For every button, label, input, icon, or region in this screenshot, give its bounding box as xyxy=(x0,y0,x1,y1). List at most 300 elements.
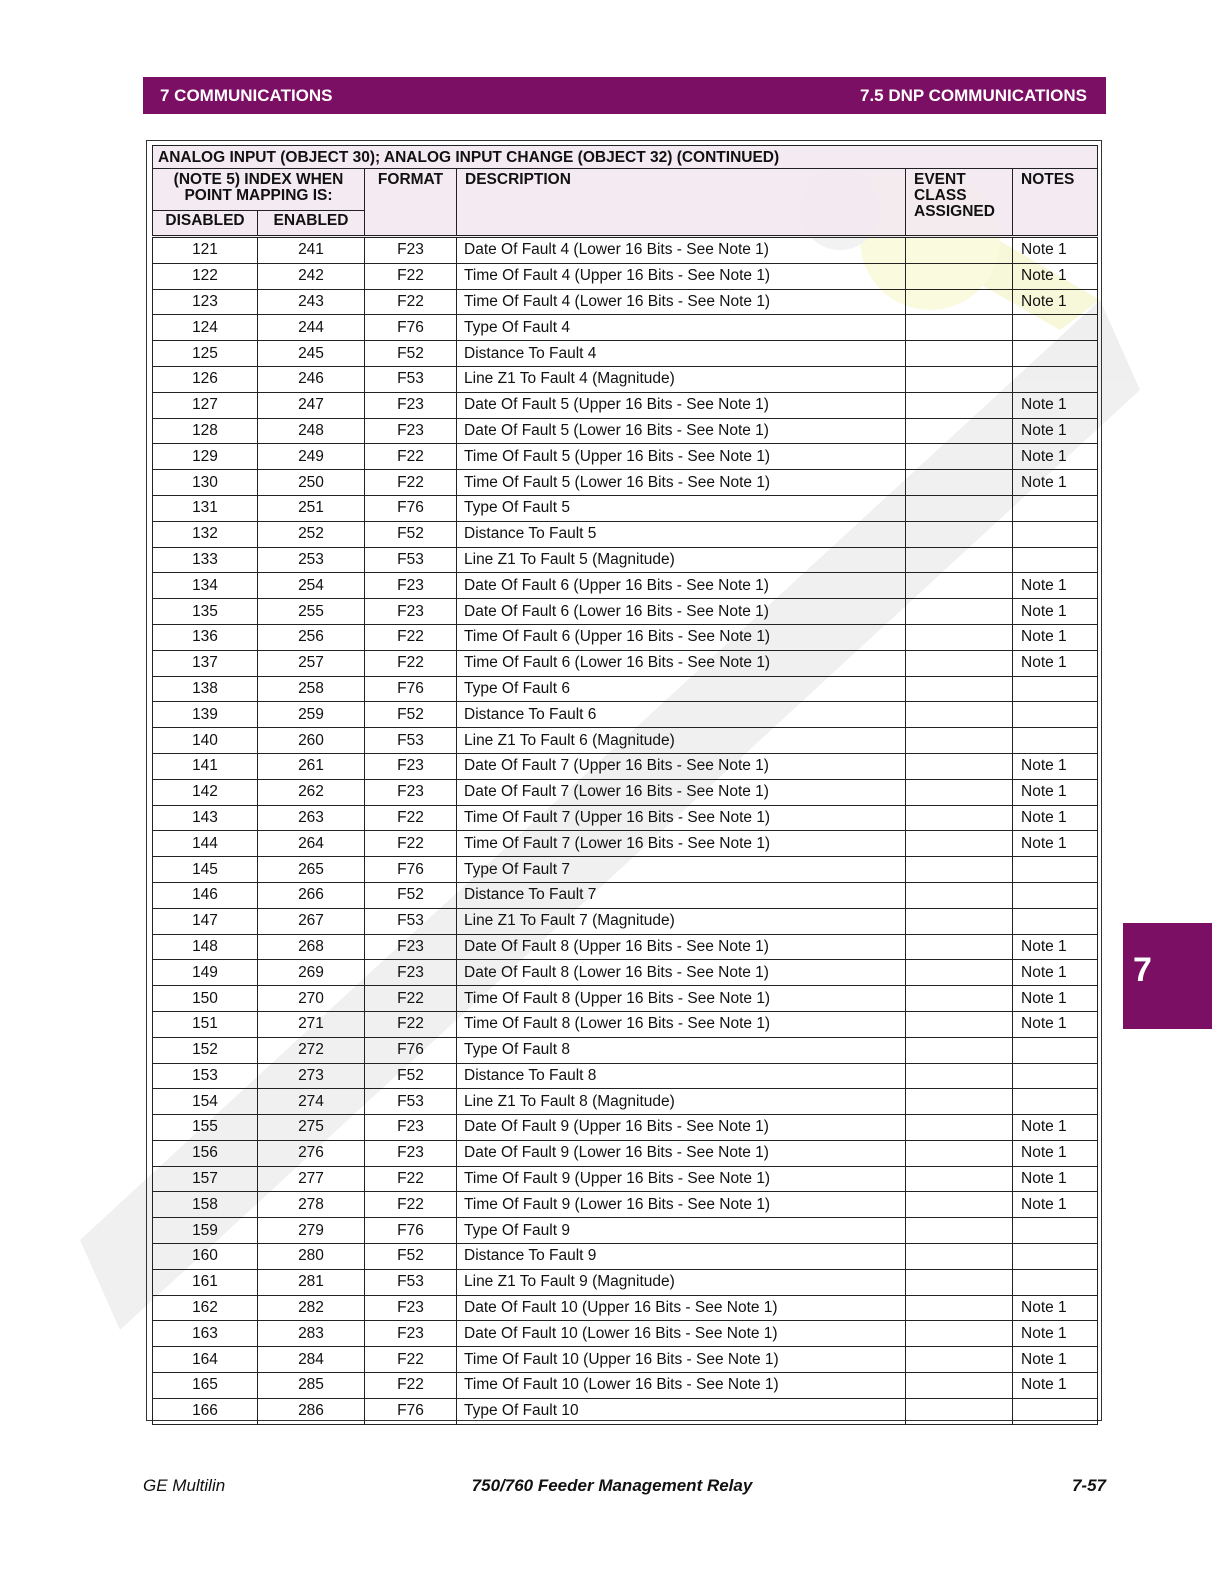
enabled-index-cell: 286 xyxy=(258,1398,365,1424)
disabled-index-cell: 160 xyxy=(153,1244,258,1270)
index-group-header: (NOTE 5) INDEX WHEN POINT MAPPING IS: xyxy=(153,169,365,211)
event-class-cell xyxy=(906,1347,1013,1373)
format-cell: F22 xyxy=(365,624,457,650)
notes-cell: Note 1 xyxy=(1013,753,1098,779)
notes-cell: Note 1 xyxy=(1013,444,1098,470)
event-class-cell xyxy=(906,779,1013,805)
table-title: ANALOG INPUT (OBJECT 30); ANALOG INPUT CHANGE (OBJECT 32) (CONTINUED) xyxy=(153,146,1098,169)
disabled-index-cell: 152 xyxy=(153,1037,258,1063)
event-class-cell xyxy=(906,1063,1013,1089)
enabled-index-cell: 260 xyxy=(258,728,365,754)
format-cell: F76 xyxy=(365,676,457,702)
format-cell: F22 xyxy=(365,470,457,496)
enabled-index-cell: 250 xyxy=(258,470,365,496)
enabled-index-cell: 253 xyxy=(258,547,365,573)
notes-cell xyxy=(1013,366,1098,392)
event-class-cell xyxy=(906,1011,1013,1037)
disabled-index-cell: 130 xyxy=(153,470,258,496)
notes-cell: Note 1 xyxy=(1013,289,1098,315)
format-cell: F22 xyxy=(365,1347,457,1373)
description-cell: Time Of Fault 6 (Lower 16 Bits - See Note 1) xyxy=(457,650,906,676)
format-cell: F22 xyxy=(365,1011,457,1037)
table-row xyxy=(153,1373,1098,1399)
table-row xyxy=(153,1398,1098,1424)
event-class-header: EVENT CLASS ASSIGNED xyxy=(906,169,1013,237)
event-class-cell xyxy=(906,444,1013,470)
event-class-cell xyxy=(906,1218,1013,1244)
disabled-index-cell: 123 xyxy=(153,289,258,315)
table-row xyxy=(153,728,1098,754)
table-row xyxy=(153,831,1098,857)
table-row xyxy=(153,1218,1098,1244)
disabled-index-cell: 137 xyxy=(153,650,258,676)
format-cell: F53 xyxy=(365,1089,457,1115)
enabled-index-cell: 278 xyxy=(258,1192,365,1218)
description-cell: Date Of Fault 6 (Upper 16 Bits - See Note 1) xyxy=(457,573,906,599)
table-row xyxy=(153,1011,1098,1037)
table-row xyxy=(153,779,1098,805)
description-cell: Type Of Fault 9 xyxy=(457,1218,906,1244)
enabled-index-cell: 276 xyxy=(258,1140,365,1166)
footer-page-number: 7-57 xyxy=(1071,1476,1106,1495)
enabled-index-cell: 267 xyxy=(258,908,365,934)
disabled-index-cell: 125 xyxy=(153,341,258,367)
description-cell: Time Of Fault 8 (Lower 16 Bits - See Note 1) xyxy=(457,1011,906,1037)
disabled-index-cell: 135 xyxy=(153,599,258,625)
event-class-cell xyxy=(906,1089,1013,1115)
description-cell: Time Of Fault 5 (Upper 16 Bits - See Note 1) xyxy=(457,444,906,470)
disabled-index-cell: 159 xyxy=(153,1218,258,1244)
enabled-index-cell: 244 xyxy=(258,315,365,341)
enabled-index-cell: 243 xyxy=(258,289,365,315)
chapter-title: 7 COMMUNICATIONS xyxy=(160,86,333,105)
enabled-index-cell: 255 xyxy=(258,599,365,625)
format-cell: F52 xyxy=(365,882,457,908)
disabled-index-cell: 158 xyxy=(153,1192,258,1218)
event-class-cell xyxy=(906,857,1013,883)
table-row xyxy=(153,521,1098,547)
format-cell: F52 xyxy=(365,521,457,547)
description-cell: Type Of Fault 10 xyxy=(457,1398,906,1424)
format-cell: F22 xyxy=(365,986,457,1012)
description-cell: Type Of Fault 8 xyxy=(457,1037,906,1063)
format-cell: F53 xyxy=(365,1269,457,1295)
enabled-index-cell: 264 xyxy=(258,831,365,857)
format-cell: F23 xyxy=(365,753,457,779)
event-class-cell xyxy=(906,908,1013,934)
notes-cell: Note 1 xyxy=(1013,986,1098,1012)
notes-cell xyxy=(1013,521,1098,547)
format-cell: F76 xyxy=(365,1218,457,1244)
enabled-index-cell: 262 xyxy=(258,779,365,805)
table-row xyxy=(153,1166,1098,1192)
notes-cell: Note 1 xyxy=(1013,599,1098,625)
table-row xyxy=(153,263,1098,289)
description-cell: Distance To Fault 6 xyxy=(457,702,906,728)
enabled-index-cell: 280 xyxy=(258,1244,365,1270)
event-class-cell xyxy=(906,986,1013,1012)
notes-cell: Note 1 xyxy=(1013,1347,1098,1373)
event-class-cell xyxy=(906,599,1013,625)
format-cell: F22 xyxy=(365,1192,457,1218)
disabled-index-cell: 157 xyxy=(153,1166,258,1192)
table-row xyxy=(153,624,1098,650)
disabled-index-cell: 129 xyxy=(153,444,258,470)
notes-cell xyxy=(1013,1398,1098,1424)
format-cell: F53 xyxy=(365,728,457,754)
event-class-cell xyxy=(906,237,1013,264)
description-cell: Line Z1 To Fault 9 (Magnitude) xyxy=(457,1269,906,1295)
format-cell: F22 xyxy=(365,263,457,289)
disabled-index-cell: 147 xyxy=(153,908,258,934)
event-class-cell xyxy=(906,1321,1013,1347)
notes-cell: Note 1 xyxy=(1013,470,1098,496)
table-row xyxy=(153,676,1098,702)
disabled-index-cell: 153 xyxy=(153,1063,258,1089)
table-row xyxy=(153,934,1098,960)
table-row xyxy=(153,1347,1098,1373)
event-class-cell xyxy=(906,495,1013,521)
disabled-index-cell: 150 xyxy=(153,986,258,1012)
table-frame xyxy=(146,140,1102,1421)
description-cell: Time Of Fault 7 (Lower 16 Bits - See Note 1) xyxy=(457,831,906,857)
description-cell: Time Of Fault 4 (Lower 16 Bits - See Note 1) xyxy=(457,289,906,315)
notes-cell xyxy=(1013,495,1098,521)
disabled-index-cell: 146 xyxy=(153,882,258,908)
format-cell: F22 xyxy=(365,650,457,676)
table-row xyxy=(153,1269,1098,1295)
format-cell: F23 xyxy=(365,779,457,805)
notes-cell xyxy=(1013,315,1098,341)
table-row xyxy=(153,753,1098,779)
enabled-header: ENABLED xyxy=(258,211,365,237)
table-row xyxy=(153,857,1098,883)
event-class-cell xyxy=(906,289,1013,315)
description-cell: Distance To Fault 5 xyxy=(457,521,906,547)
notes-cell xyxy=(1013,1089,1098,1115)
table-row xyxy=(153,986,1098,1012)
table-row xyxy=(153,882,1098,908)
disabled-index-cell: 136 xyxy=(153,624,258,650)
event-class-cell xyxy=(906,650,1013,676)
table-row xyxy=(153,599,1098,625)
disabled-index-cell: 131 xyxy=(153,495,258,521)
table-row xyxy=(153,470,1098,496)
disabled-index-cell: 124 xyxy=(153,315,258,341)
footer-company: GE Multilin xyxy=(143,1476,226,1495)
notes-cell xyxy=(1013,728,1098,754)
event-class-cell xyxy=(906,1140,1013,1166)
format-cell: F52 xyxy=(365,1244,457,1270)
event-class-cell xyxy=(906,418,1013,444)
notes-cell: Note 1 xyxy=(1013,805,1098,831)
description-cell: Type Of Fault 5 xyxy=(457,495,906,521)
table-row xyxy=(153,237,1098,264)
format-cell: F22 xyxy=(365,1373,457,1399)
table-row xyxy=(153,444,1098,470)
disabled-index-cell: 166 xyxy=(153,1398,258,1424)
enabled-index-cell: 284 xyxy=(258,1347,365,1373)
notes-header: NOTES xyxy=(1013,169,1098,237)
notes-cell: Note 1 xyxy=(1013,1166,1098,1192)
description-cell: Line Z1 To Fault 7 (Magnitude) xyxy=(457,908,906,934)
description-cell: Date Of Fault 8 (Upper 16 Bits - See Note 1) xyxy=(457,934,906,960)
table-row xyxy=(153,1140,1098,1166)
notes-cell xyxy=(1013,1244,1098,1270)
description-cell: Date Of Fault 7 (Lower 16 Bits - See Note 1) xyxy=(457,779,906,805)
event-class-cell xyxy=(906,547,1013,573)
event-class-cell xyxy=(906,470,1013,496)
format-cell: F22 xyxy=(365,831,457,857)
table-row xyxy=(153,1063,1098,1089)
notes-cell xyxy=(1013,547,1098,573)
table-row xyxy=(153,289,1098,315)
disabled-index-cell: 148 xyxy=(153,934,258,960)
notes-cell xyxy=(1013,908,1098,934)
description-cell: Distance To Fault 9 xyxy=(457,1244,906,1270)
description-cell: Date Of Fault 8 (Lower 16 Bits - See Note 1) xyxy=(457,960,906,986)
enabled-index-cell: 274 xyxy=(258,1089,365,1115)
description-cell: Date Of Fault 4 (Lower 16 Bits - See Note 1) xyxy=(457,237,906,264)
table-row xyxy=(153,392,1098,418)
table-row xyxy=(153,1037,1098,1063)
notes-cell: Note 1 xyxy=(1013,1295,1098,1321)
disabled-index-cell: 127 xyxy=(153,392,258,418)
section-header-bar xyxy=(143,77,1106,114)
event-class-cell xyxy=(906,366,1013,392)
enabled-index-cell: 283 xyxy=(258,1321,365,1347)
event-class-cell xyxy=(906,728,1013,754)
description-cell: Time Of Fault 6 (Upper 16 Bits - See Note 1) xyxy=(457,624,906,650)
notes-cell xyxy=(1013,1269,1098,1295)
event-class-cell xyxy=(906,392,1013,418)
event-class-cell xyxy=(906,831,1013,857)
enabled-index-cell: 277 xyxy=(258,1166,365,1192)
disabled-index-cell: 141 xyxy=(153,753,258,779)
notes-cell: Note 1 xyxy=(1013,831,1098,857)
format-cell: F23 xyxy=(365,573,457,599)
notes-cell xyxy=(1013,341,1098,367)
event-class-cell xyxy=(906,934,1013,960)
enabled-index-cell: 245 xyxy=(258,341,365,367)
event-class-cell xyxy=(906,1115,1013,1141)
analog-input-table xyxy=(152,145,1098,1425)
description-cell: Line Z1 To Fault 6 (Magnitude) xyxy=(457,728,906,754)
description-cell: Time Of Fault 4 (Upper 16 Bits - See Note 1) xyxy=(457,263,906,289)
table-row xyxy=(153,1089,1098,1115)
disabled-index-cell: 126 xyxy=(153,366,258,392)
notes-cell: Note 1 xyxy=(1013,1321,1098,1347)
disabled-index-cell: 154 xyxy=(153,1089,258,1115)
event-class-cell xyxy=(906,573,1013,599)
description-cell: Date Of Fault 10 (Upper 16 Bits - See Note 1) xyxy=(457,1295,906,1321)
disabled-index-cell: 132 xyxy=(153,521,258,547)
format-cell: F22 xyxy=(365,444,457,470)
table-row xyxy=(153,495,1098,521)
table-row xyxy=(153,1192,1098,1218)
format-cell: F23 xyxy=(365,599,457,625)
enabled-index-cell: 248 xyxy=(258,418,365,444)
disabled-index-cell: 162 xyxy=(153,1295,258,1321)
format-cell: F22 xyxy=(365,1166,457,1192)
disabled-index-cell: 163 xyxy=(153,1321,258,1347)
format-cell: F23 xyxy=(365,237,457,264)
format-cell: F22 xyxy=(365,805,457,831)
enabled-index-cell: 265 xyxy=(258,857,365,883)
description-cell: Date Of Fault 6 (Lower 16 Bits - See Note 1) xyxy=(457,599,906,625)
enabled-index-cell: 272 xyxy=(258,1037,365,1063)
notes-cell: Note 1 xyxy=(1013,1115,1098,1141)
table-row xyxy=(153,1295,1098,1321)
description-cell: Line Z1 To Fault 5 (Magnitude) xyxy=(457,547,906,573)
event-class-cell xyxy=(906,1373,1013,1399)
enabled-index-cell: 263 xyxy=(258,805,365,831)
description-cell: Time Of Fault 5 (Lower 16 Bits - See Note 1) xyxy=(457,470,906,496)
description-cell: Time Of Fault 7 (Upper 16 Bits - See Note 1) xyxy=(457,805,906,831)
notes-cell: Note 1 xyxy=(1013,779,1098,805)
description-cell: Type Of Fault 4 xyxy=(457,315,906,341)
description-cell: Time Of Fault 10 (Upper 16 Bits - See Note 1) xyxy=(457,1347,906,1373)
description-cell: Date Of Fault 5 (Lower 16 Bits - See Note 1) xyxy=(457,418,906,444)
enabled-index-cell: 242 xyxy=(258,263,365,289)
event-class-cell xyxy=(906,1037,1013,1063)
enabled-index-cell: 268 xyxy=(258,934,365,960)
format-cell: F23 xyxy=(365,392,457,418)
enabled-index-cell: 259 xyxy=(258,702,365,728)
event-class-cell xyxy=(906,1244,1013,1270)
enabled-index-cell: 257 xyxy=(258,650,365,676)
disabled-index-cell: 144 xyxy=(153,831,258,857)
table-row xyxy=(153,1321,1098,1347)
description-cell: Line Z1 To Fault 4 (Magnitude) xyxy=(457,366,906,392)
notes-cell: Note 1 xyxy=(1013,1140,1098,1166)
notes-cell xyxy=(1013,702,1098,728)
notes-cell: Note 1 xyxy=(1013,573,1098,599)
enabled-index-cell: 256 xyxy=(258,624,365,650)
enabled-index-cell: 249 xyxy=(258,444,365,470)
disabled-index-cell: 121 xyxy=(153,237,258,264)
disabled-index-cell: 156 xyxy=(153,1140,258,1166)
table-row xyxy=(153,547,1098,573)
event-class-cell xyxy=(906,521,1013,547)
notes-cell: Note 1 xyxy=(1013,1192,1098,1218)
format-cell: F23 xyxy=(365,418,457,444)
notes-cell: Note 1 xyxy=(1013,1011,1098,1037)
disabled-index-cell: 164 xyxy=(153,1347,258,1373)
enabled-index-cell: 282 xyxy=(258,1295,365,1321)
description-cell: Distance To Fault 8 xyxy=(457,1063,906,1089)
event-class-cell xyxy=(906,1166,1013,1192)
format-cell: F53 xyxy=(365,547,457,573)
event-class-cell xyxy=(906,805,1013,831)
format-header: FORMAT xyxy=(365,169,457,237)
disabled-index-cell: 138 xyxy=(153,676,258,702)
format-cell: F23 xyxy=(365,1321,457,1347)
table-row xyxy=(153,650,1098,676)
notes-cell: Note 1 xyxy=(1013,1373,1098,1399)
notes-cell: Note 1 xyxy=(1013,263,1098,289)
enabled-index-cell: 241 xyxy=(258,237,365,264)
notes-cell: Note 1 xyxy=(1013,624,1098,650)
notes-cell: Note 1 xyxy=(1013,418,1098,444)
event-class-cell xyxy=(906,341,1013,367)
table-row xyxy=(153,418,1098,444)
footer-manual-title: 750/760 Feeder Management Relay xyxy=(471,1476,753,1495)
enabled-index-cell: 252 xyxy=(258,521,365,547)
event-class-cell xyxy=(906,263,1013,289)
format-cell: F23 xyxy=(365,1115,457,1141)
disabled-index-cell: 128 xyxy=(153,418,258,444)
disabled-index-cell: 142 xyxy=(153,779,258,805)
event-class-cell xyxy=(906,624,1013,650)
event-class-cell xyxy=(906,1269,1013,1295)
format-cell: F52 xyxy=(365,1063,457,1089)
notes-cell: Note 1 xyxy=(1013,392,1098,418)
enabled-index-cell: 281 xyxy=(258,1269,365,1295)
chapter-tab xyxy=(1123,923,1212,1029)
format-cell: F23 xyxy=(365,1140,457,1166)
enabled-index-cell: 254 xyxy=(258,573,365,599)
notes-cell: Note 1 xyxy=(1013,650,1098,676)
format-cell: F76 xyxy=(365,1037,457,1063)
event-class-cell xyxy=(906,753,1013,779)
description-cell: Type Of Fault 7 xyxy=(457,857,906,883)
description-cell: Date Of Fault 5 (Upper 16 Bits - See Note 1) xyxy=(457,392,906,418)
format-cell: F22 xyxy=(365,289,457,315)
notes-cell: Note 1 xyxy=(1013,237,1098,264)
format-cell: F52 xyxy=(365,702,457,728)
description-cell: Distance To Fault 7 xyxy=(457,882,906,908)
disabled-index-cell: 161 xyxy=(153,1269,258,1295)
event-class-cell xyxy=(906,882,1013,908)
format-cell: F53 xyxy=(365,908,457,934)
description-cell: Time Of Fault 9 (Lower 16 Bits - See Note 1) xyxy=(457,1192,906,1218)
event-class-cell xyxy=(906,960,1013,986)
notes-cell xyxy=(1013,1218,1098,1244)
description-cell: Time Of Fault 10 (Lower 16 Bits - See Note 1) xyxy=(457,1373,906,1399)
description-cell: Date Of Fault 10 (Lower 16 Bits - See Note 1) xyxy=(457,1321,906,1347)
format-cell: F76 xyxy=(365,1398,457,1424)
format-cell: F23 xyxy=(365,934,457,960)
disabled-index-cell: 140 xyxy=(153,728,258,754)
disabled-index-cell: 122 xyxy=(153,263,258,289)
table-row xyxy=(153,1244,1098,1270)
description-cell: Date Of Fault 7 (Upper 16 Bits - See Note 1) xyxy=(457,753,906,779)
description-cell: Time Of Fault 9 (Upper 16 Bits - See Note 1) xyxy=(457,1166,906,1192)
table-row xyxy=(153,908,1098,934)
notes-cell xyxy=(1013,857,1098,883)
disabled-index-cell: 133 xyxy=(153,547,258,573)
notes-cell: Note 1 xyxy=(1013,960,1098,986)
notes-cell xyxy=(1013,882,1098,908)
table-row xyxy=(153,1115,1098,1141)
description-cell: Type Of Fault 6 xyxy=(457,676,906,702)
format-cell: F23 xyxy=(365,960,457,986)
enabled-index-cell: 285 xyxy=(258,1373,365,1399)
table-row xyxy=(153,315,1098,341)
notes-cell: Note 1 xyxy=(1013,934,1098,960)
notes-cell xyxy=(1013,1063,1098,1089)
disabled-index-cell: 155 xyxy=(153,1115,258,1141)
description-cell: Date Of Fault 9 (Upper 16 Bits - See Note 1) xyxy=(457,1115,906,1141)
disabled-index-cell: 139 xyxy=(153,702,258,728)
event-class-cell xyxy=(906,676,1013,702)
description-cell: Date Of Fault 9 (Lower 16 Bits - See Note 1) xyxy=(457,1140,906,1166)
format-cell: F76 xyxy=(365,315,457,341)
enabled-index-cell: 275 xyxy=(258,1115,365,1141)
enabled-index-cell: 270 xyxy=(258,986,365,1012)
enabled-index-cell: 269 xyxy=(258,960,365,986)
